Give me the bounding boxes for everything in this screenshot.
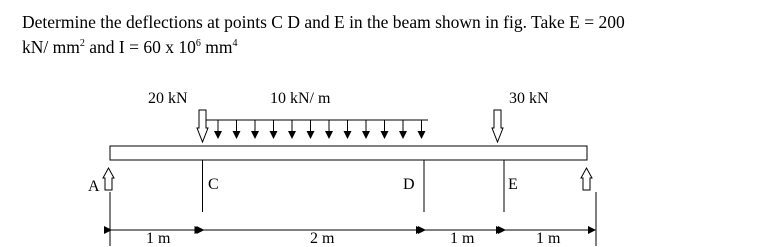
support-a-icon bbox=[103, 168, 114, 190]
udl-arrows bbox=[218, 120, 422, 138]
point-e-label: E bbox=[508, 176, 518, 193]
span-d-30kn-label: 1 m bbox=[450, 230, 475, 247]
support-right-icon bbox=[581, 168, 592, 190]
load-30kn-label: 30 kN bbox=[509, 90, 549, 107]
span-ac-label: 1 m bbox=[146, 230, 171, 247]
point-d-label: D bbox=[403, 176, 415, 193]
problem-line-1: Determine the deflections at points C D and E in the beam shown in fig. Take E = 200 bbox=[22, 12, 625, 32]
load-20kn-label: 20 kN bbox=[148, 90, 188, 107]
span-e-end-label: 1 m bbox=[536, 230, 561, 247]
udl-label: 10 kN/ m bbox=[270, 90, 331, 107]
problem-line-2: kN/ $mm^2$ and I = 60 x $10^6$ $mm^4$ bbox=[22, 37, 238, 57]
point-c-label: C bbox=[208, 176, 219, 193]
point-a-label: A bbox=[88, 178, 100, 195]
span-cd-label: 2 m bbox=[310, 230, 335, 247]
point-load-30kn-arrow-icon bbox=[492, 110, 503, 142]
point-load-20kn-arrow-icon bbox=[197, 110, 208, 142]
beam bbox=[110, 146, 587, 160]
